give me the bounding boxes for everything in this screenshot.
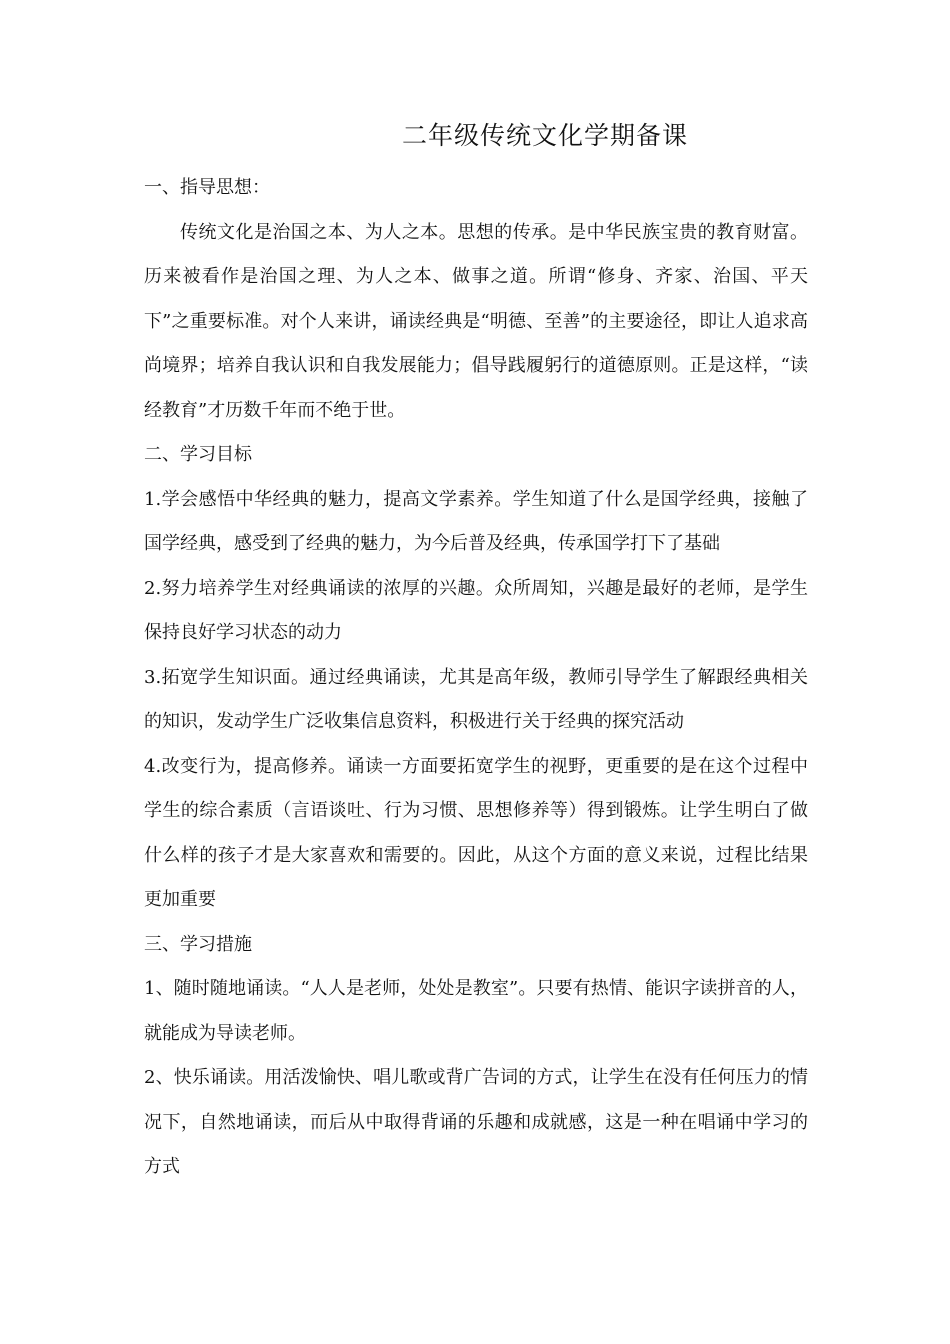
paragraph: 1.学会感悟中华经典的魅力，提高文学素养。学生知道了什么是国学经典，接触了国学经典，感受到了经典的魅力，为今后普及经典，传承国学打下了基础	[144, 488, 808, 554]
document-body	[144, 166, 808, 1190]
paragraph: 2.努力培养学生对经典诵读的浓厚的兴趣。众所周知，兴趣是最好的老师，是学生保持良好学习状态的动力	[144, 577, 808, 643]
section-heading: 一、指导思想：	[144, 177, 270, 198]
paragraph: 4.改变行为，提高修养。诵读一方面要拓宽学生的视野，更重要的是在这个过程中学生的综合素质（言语谈吐、行为习惯、思想修养等）得到锻炼。让学生明白了做什么样的孩子才是大家喜欢和需要的。因此，从这个方面的意义来说，过程比结果更加重要	[144, 755, 808, 910]
paragraph: 1、随时随地诵读。“人人是老师，处处是教室”。只要有热情、能识字读拼音的人，就能成为导读老师。	[144, 978, 808, 1044]
document-title: 二年级传统文化学期备课	[401, 121, 688, 150]
paragraph: 3.拓宽学生知识面。通过经典诵读，尤其是高年级，教师引导学生了解跟经典相关的知识，发动学生广泛收集信息资料，积极进行关于经典的探究活动	[144, 666, 808, 732]
section-heading: 三、学习措施	[144, 933, 252, 955]
paragraph: 传统文化是治国之本、为人之本。思想的传承。是中华民族宝贵的教育财富。历来被看作是治国之理、为人之本、做事之道。所谓“修身、齐家、治国、平天下”之重要标准。对个人来讲，诵读经典是“明德、至善”的主要途径，即让人追求高尚境界；培养自我认识和自我发展能力；倡导践履躬行的道德原则。正是这样，“读经教育”才历数千年而不绝于世。	[144, 221, 808, 421]
section-heading: 二、学习目标	[144, 444, 252, 465]
paragraph: 2、快乐诵读。用活泼愉快、唱儿歌或背广告词的方式，让学生在没有任何压力的情况下，自然地诵读，而后从中取得背诵的乐趣和成就感，这是一种在唱诵中学习的方式	[144, 1067, 808, 1177]
